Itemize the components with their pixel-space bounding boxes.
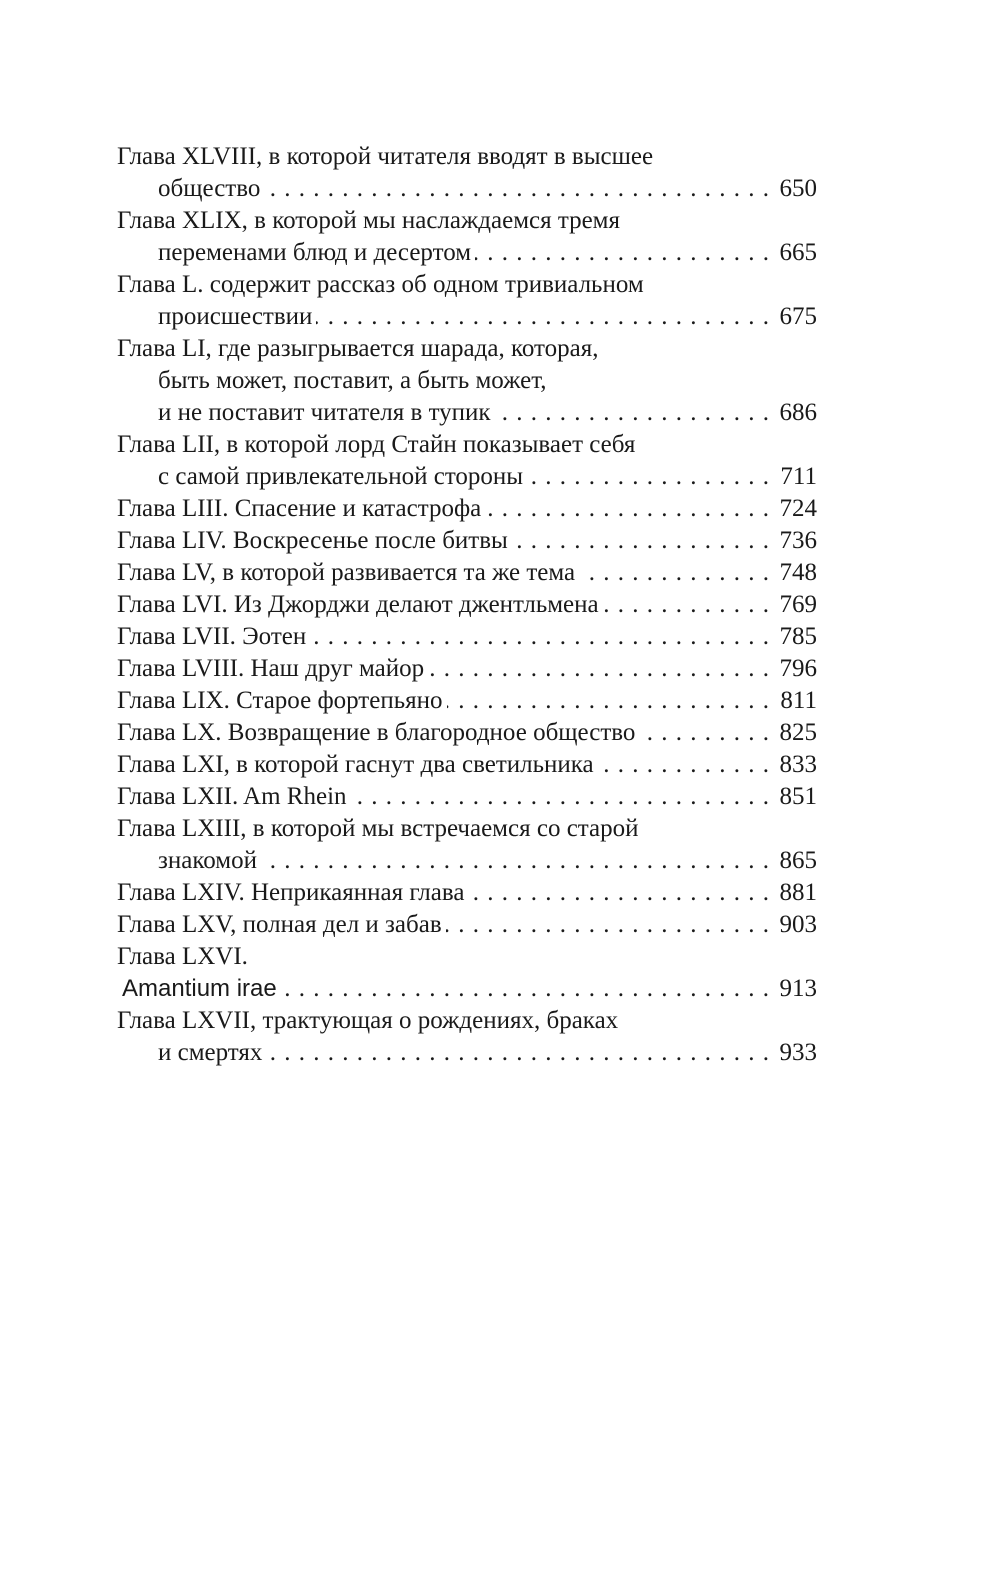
toc-entry-title: Глава LXII. Am Rhein (117, 783, 347, 810)
page-number: 650 (779, 175, 817, 202)
toc-entry-48 (117, 141, 817, 205)
toc-entry-title-end: знакомой (158, 847, 257, 874)
toc-entry-last-line (117, 237, 817, 269)
page-number: 903 (779, 911, 817, 938)
toc-entry-title: Глава LIX. Старое фортепьяно (117, 687, 443, 714)
toc-entry-67 (117, 1005, 817, 1069)
toc-entry-60 (117, 717, 817, 749)
page-number: 933 (779, 1039, 817, 1066)
toc-entry-title: Глава LVIII. Наш друг майор (117, 655, 425, 682)
toc-entry-last-line (117, 493, 817, 525)
toc-entry-title: Глава LIV. Воскресенье после битвы (117, 527, 508, 554)
toc-entry-57 (117, 621, 817, 653)
toc-entry-title: Глава LVI. Из Джорджи делают джентльмена (117, 591, 599, 618)
page-number: 881 (779, 879, 817, 906)
toc-entry-55 (117, 557, 817, 589)
toc-entry-last-line (117, 909, 817, 941)
toc-entry-title: Глава LXVI. (117, 943, 248, 970)
toc-entry-title: Глава LIII. Спасение и катастрофа (117, 495, 482, 522)
toc-entry-last-line (117, 301, 817, 333)
page-number: 665 (779, 239, 817, 266)
dot-leader (579, 557, 769, 589)
page-number: 686 (779, 399, 817, 426)
page-number: 796 (779, 655, 817, 682)
page-number: 785 (779, 623, 817, 650)
toc-entry-last-line (117, 621, 817, 653)
toc-entry-last-line (117, 653, 817, 685)
toc-entry-last-line (117, 557, 817, 589)
toc-entry-title: Глава LXIV. Неприкаянная глава (117, 879, 465, 906)
toc-entry-last-line (117, 685, 817, 717)
toc-entry-title-end: с самой привлекательной стороны (158, 463, 524, 490)
toc-entry-title: Глава LXIII, в которой мы встречаемся со старой (117, 815, 639, 842)
toc-entry-61 (117, 749, 817, 781)
toc-entry-64 (117, 877, 817, 909)
toc-entry-title: Глава LXV, полная дел и забав (117, 911, 442, 938)
page-number: 724 (779, 495, 817, 522)
toc-entry-title: Глава XLIX, в которой мы наслаждаемся тремя (117, 207, 621, 234)
toc-entry-title: Глава LII, в которой лорд Стайн показывает себя (117, 431, 636, 458)
dot-leader (261, 845, 769, 877)
page-number: 736 (779, 527, 817, 554)
dot-leader (310, 621, 769, 653)
toc-entry-title: Глава LVII. Эотен (117, 623, 307, 650)
dot-leader (446, 909, 769, 941)
toc-entry-last-line (117, 877, 817, 909)
toc-entry-52 (117, 429, 817, 493)
page-number: 913 (779, 975, 817, 1002)
dot-leader (468, 877, 769, 909)
toc-entry-56 (117, 589, 817, 621)
page-number: 711 (780, 463, 817, 490)
toc-entry-last-line (117, 845, 817, 877)
toc-entry-title: Глава LXI, в которой гаснут два светильника (117, 751, 594, 778)
toc-entry-title-continued: быть может, поставит, а быть может, (158, 367, 547, 394)
toc-entry-title-end: и смертях (158, 1039, 263, 1066)
toc-entry-54 (117, 525, 817, 557)
dot-leader (512, 525, 769, 557)
page-number: 675 (779, 303, 817, 330)
page-number: 825 (779, 719, 817, 746)
toc-entry-last-line (117, 781, 817, 813)
toc-entry-58 (117, 653, 817, 685)
toc-entry-51 (117, 333, 817, 429)
toc-entry-65 (117, 909, 817, 941)
toc-entry-title-end: общество (158, 175, 261, 202)
toc-entry-62 (117, 781, 817, 813)
dot-leader (281, 973, 769, 1005)
dot-leader (475, 237, 769, 269)
toc-entry-last-line (117, 749, 817, 781)
toc-entry-last-line (117, 717, 817, 749)
page-number: 769 (779, 591, 817, 618)
table-of-contents (117, 141, 817, 1069)
toc-entry-50 (117, 269, 817, 333)
toc-entry-last-line (117, 1037, 817, 1069)
dot-leader (527, 461, 769, 493)
dot-leader (495, 397, 769, 429)
toc-entry-title: Глава L. содержит рассказ об одном тривиальном (117, 271, 644, 298)
toc-entry-title: Глава LXVII, трактующая о рождениях, браках (117, 1007, 619, 1034)
dot-leader (316, 301, 769, 333)
toc-entry-title: Глава XLVIII, в которой читателя вводят в высшее (117, 143, 654, 170)
page-number: 811 (780, 687, 817, 714)
toc-entry-title: Глава LX. Возвращение в благородное общество (117, 719, 636, 746)
toc-entry-49 (117, 205, 817, 269)
toc-entry-last-line (117, 397, 817, 429)
dot-leader (447, 685, 770, 717)
page-number: 851 (779, 783, 817, 810)
toc-entry-title-end: переменами блюд и десертом (158, 239, 472, 266)
toc-entry-title-end: Amantium irae (122, 975, 277, 1002)
toc-entry-63 (117, 813, 817, 877)
toc-entry-title: Глава LV, в которой развивается та же тема (117, 559, 576, 586)
dot-leader (603, 589, 769, 621)
dot-leader (485, 493, 769, 525)
toc-entry-66 (117, 941, 817, 1005)
toc-entry-59 (117, 685, 817, 717)
toc-entry-title-end: и не поставит читателя в тупик (158, 399, 491, 426)
toc-entry-last-line (117, 461, 817, 493)
toc-entry-last-line (117, 973, 817, 1005)
dot-leader (264, 173, 769, 205)
page-number: 865 (779, 847, 817, 874)
toc-entry-title-end: происшествии (158, 303, 313, 330)
toc-entry-last-line (117, 589, 817, 621)
toc-entry-last-line (117, 173, 817, 205)
dot-leader (266, 1037, 769, 1069)
toc-entry-title: Глава LI, где разыгрывается шарада, которая, (117, 335, 599, 362)
dot-leader (428, 653, 769, 685)
toc-entry-last-line (117, 525, 817, 557)
dot-leader (351, 781, 769, 813)
dot-leader (598, 749, 769, 781)
toc-entry-53 (117, 493, 817, 525)
page-number: 748 (779, 559, 817, 586)
dot-leader (639, 717, 769, 749)
page-number: 833 (779, 751, 817, 778)
